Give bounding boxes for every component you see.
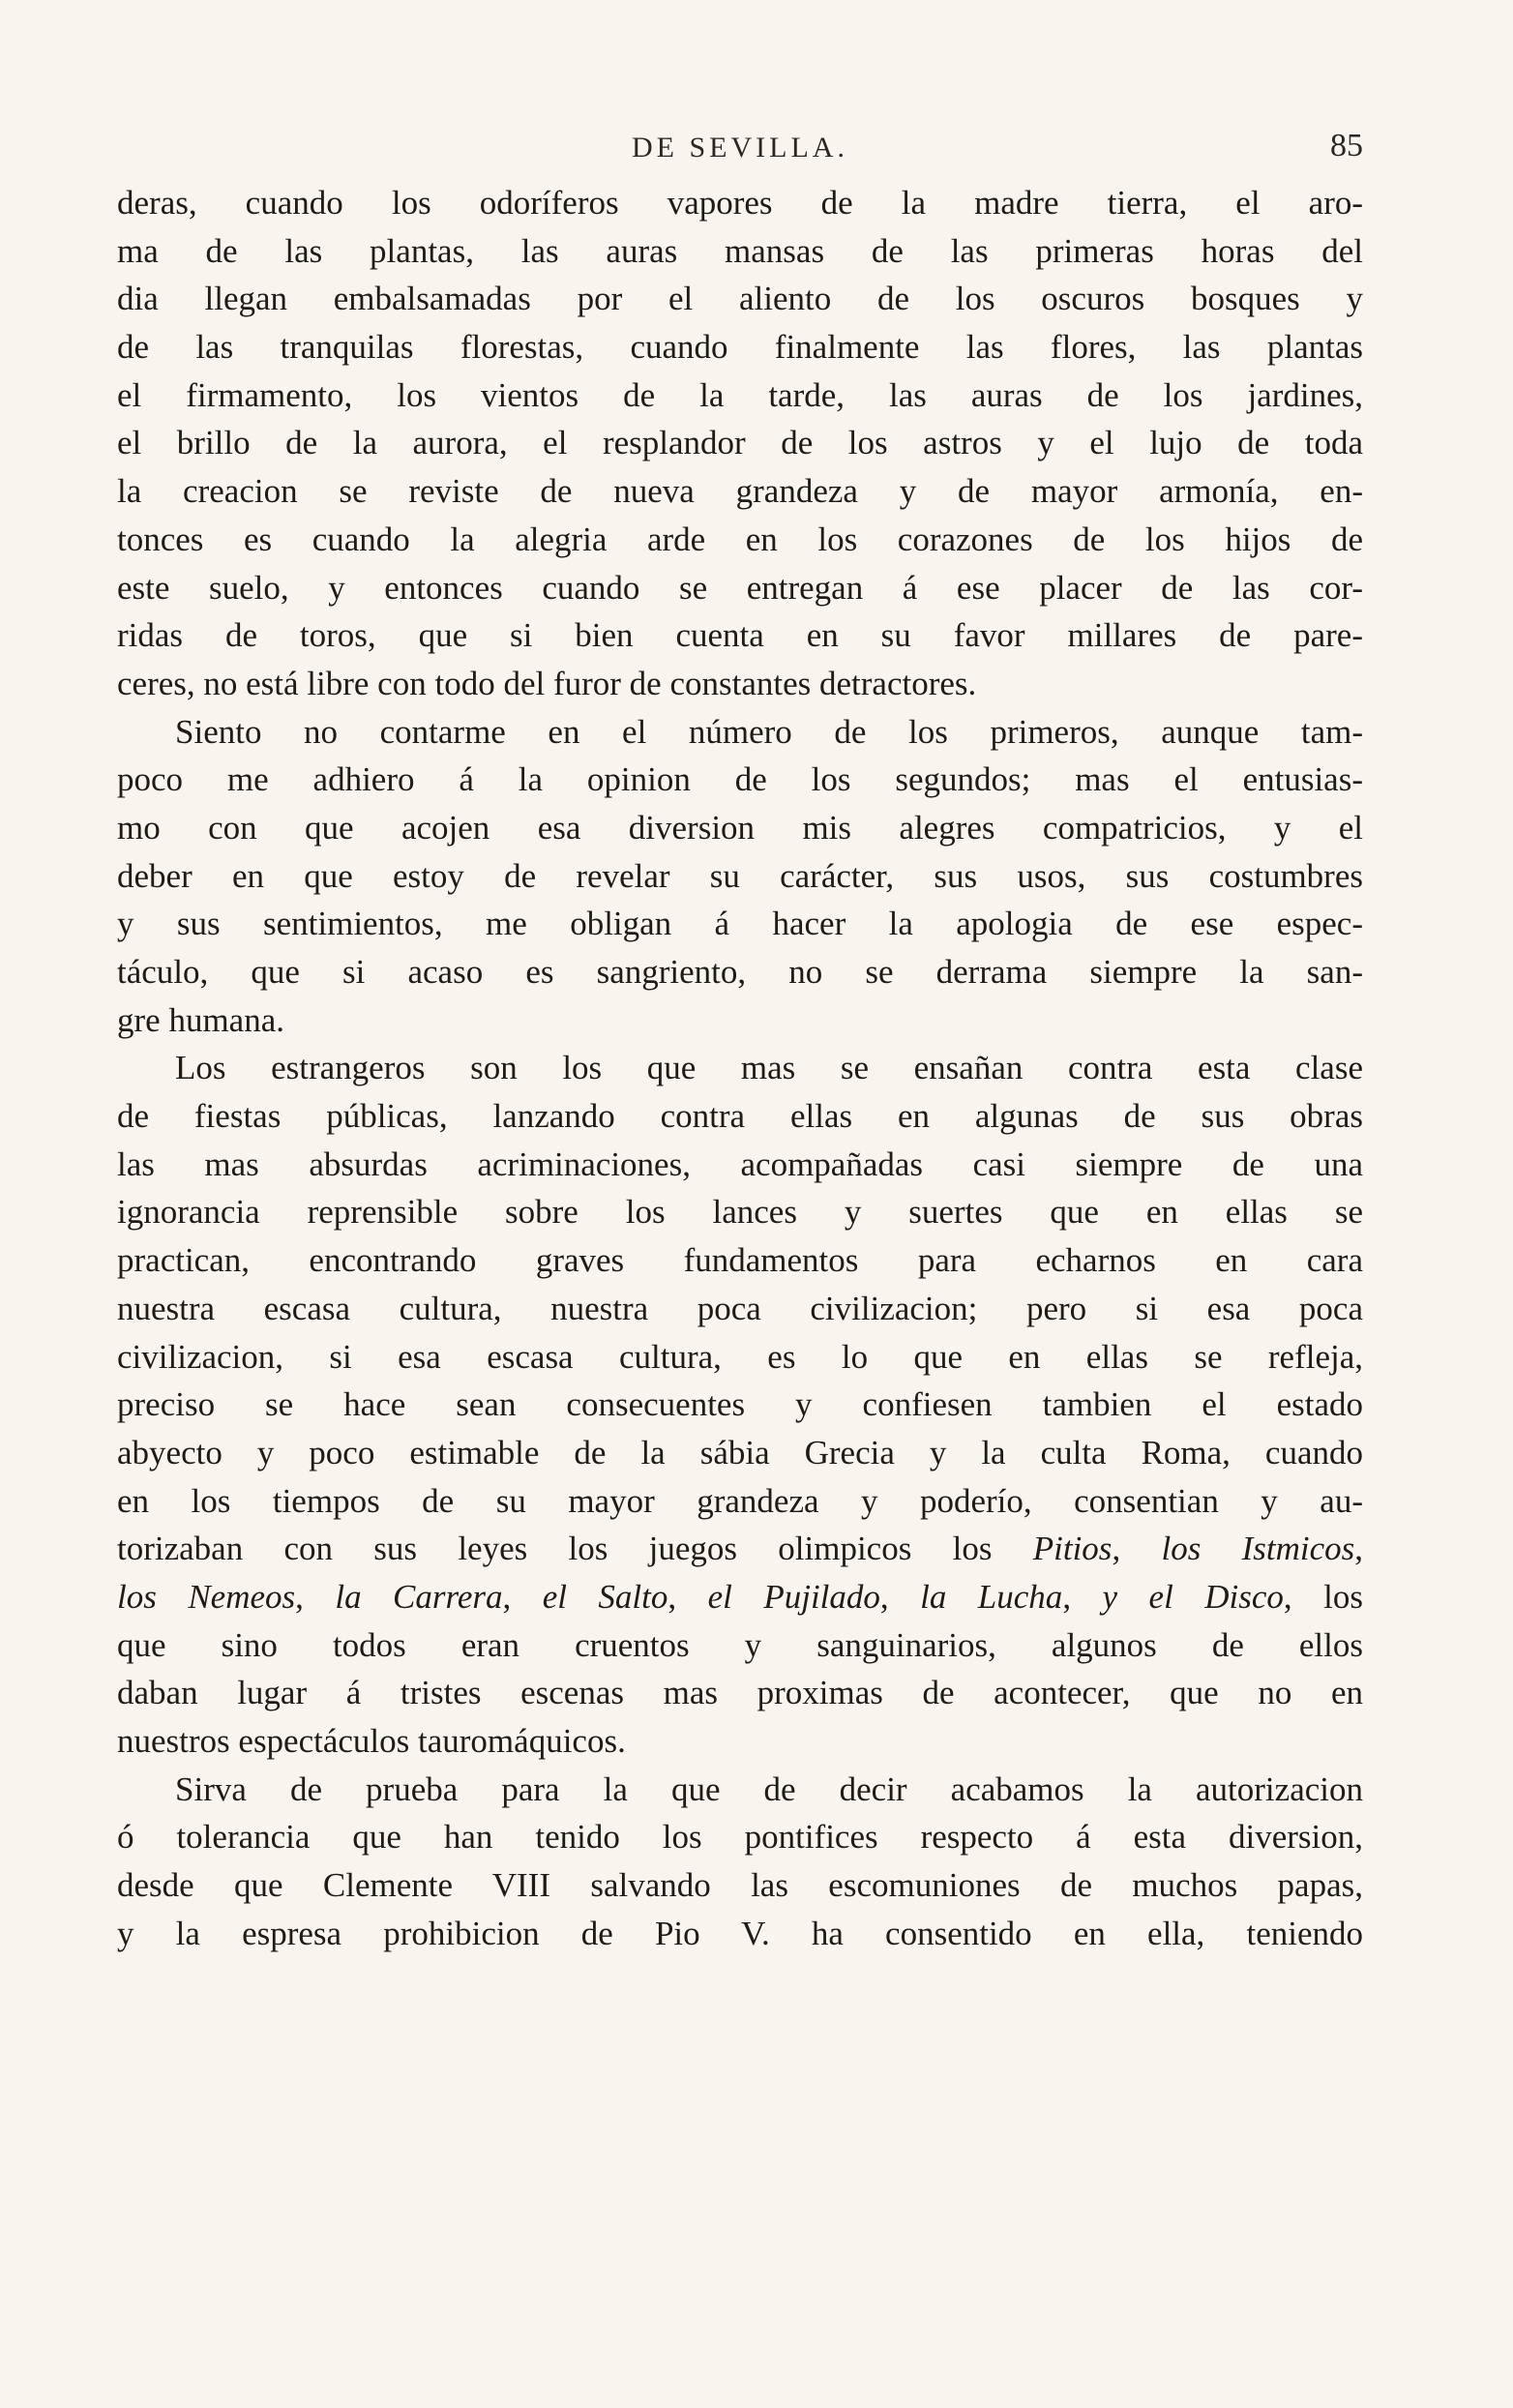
text-line: de fiestas públicas, lanzando contra ellas en algunas de sus obras xyxy=(117,1097,1363,1136)
text-line: abyecto y poco estimable de la sábia Grecia y la culta Roma, cuando xyxy=(117,1433,1363,1472)
text-line: Siento no contarme en el número de los primeros, aunque tam- xyxy=(175,712,1363,751)
text-line: nuestra escasa cultura, nuestra poca civilizacion; pero si esa poca xyxy=(117,1289,1363,1327)
text-line: la creacion se reviste de nueva grandeza y de mayor armonía, en- xyxy=(117,472,1363,511)
text-line: táculo, que si acaso es sangriento, no se derrama siempre la san- xyxy=(117,953,1363,991)
text-line: ignorancia reprensible sobre los lances y suertes que en ellas se xyxy=(117,1193,1363,1232)
page-number: 85 xyxy=(1330,128,1363,164)
text-line: dia llegan embalsamadas por el aliento de los oscuros bosques y xyxy=(117,280,1363,318)
text-line: practican, encontrando graves fundamentos para echarnos en cara xyxy=(117,1241,1363,1280)
text-line: ceres, no está libre con todo del furor de constantes detractores. xyxy=(117,664,977,702)
text-line-italic: los Nemeos, la Carrera, el Salto, el Pujilado, la Lucha, y el Disco, los xyxy=(117,1577,1363,1616)
body-text xyxy=(117,179,1363,1957)
text-line: nuestros espectáculos tauromáquicos. xyxy=(117,1722,626,1760)
running-title: DE SEVILLA. xyxy=(632,132,848,164)
text-line: de las tranquilas florestas, cuando finalmente las flores, las plantas xyxy=(117,328,1363,367)
paragraph-1 xyxy=(117,179,1363,708)
text-line: deras, cuando los odoríferos vapores de la madre tierra, el aro- xyxy=(117,184,1363,222)
text-line-italic: torizaban con sus leyes los juegos olimpicos los Pitios, los Istmicos, xyxy=(117,1530,1363,1568)
paragraph-3 xyxy=(117,1044,1363,1765)
text-line: tonces es cuando la alegria arde en los corazones de los hijos de xyxy=(117,520,1363,558)
text-line: en los tiempos de su mayor grandeza y poderío, consentian y au- xyxy=(117,1481,1363,1520)
text-line: Sirva de prueba para la que de decir acabamos la autorizacion xyxy=(175,1769,1363,1808)
text-line: que sino todos eran cruentos y sanguinarios, algunos de ellos xyxy=(117,1625,1363,1664)
text-line: las mas absurdas acriminaciones, acompañadas casi siempre de una xyxy=(117,1145,1363,1183)
text-line: y sus sentimientos, me obligan á hacer la apologia de ese espec- xyxy=(117,905,1363,943)
paragraph-2 xyxy=(117,708,1363,1045)
text-line: el firmamento, los vientos de la tarde, las auras de los jardines, xyxy=(117,375,1363,414)
text-line: mo con que acojen esa diversion mis alegres compatricios, y el xyxy=(117,808,1363,847)
paragraph-4 xyxy=(117,1766,1363,1958)
text-line: ma de las plantas, las auras mansas de las primeras horas del xyxy=(117,231,1363,270)
text-line: ó tolerancia que han tenido los pontifices respecto á esta diversion, xyxy=(117,1818,1363,1857)
text-line: daban lugar á tristes escenas mas proximas de acontecer, que no en xyxy=(117,1674,1363,1712)
text-line: poco me adhiero á la opinion de los segundos; mas el entusias- xyxy=(117,760,1363,799)
text-line: preciso se hace sean consecuentes y confiesen tambien el estado xyxy=(117,1385,1363,1424)
text-line: y la espresa prohibicion de Pio V. ha consentido en ella, teniendo xyxy=(117,1914,1363,1952)
text-line: ridas de toros, que si bien cuenta en su favor millares de pare- xyxy=(117,616,1363,655)
text-line: desde que Clemente VIII salvando las escomuniones de muchos papas, xyxy=(117,1866,1363,1905)
text-line: este suelo, y entonces cuando se entregan á ese placer de las cor- xyxy=(117,568,1363,607)
running-head xyxy=(117,124,1363,172)
text-line: deber en que estoy de revelar su carácter, sus usos, sus costumbres xyxy=(117,856,1363,895)
text-line: gre humana. xyxy=(117,1000,284,1039)
text-line: civilizacion, si esa escasa cultura, es lo que en ellas se refleja, xyxy=(117,1337,1363,1376)
text-line: el brillo de la aurora, el resplandor de los astros y el lujo de toda xyxy=(117,424,1363,462)
text-line: Los estrangeros son los que mas se ensañan contra esta clase xyxy=(175,1049,1363,1087)
